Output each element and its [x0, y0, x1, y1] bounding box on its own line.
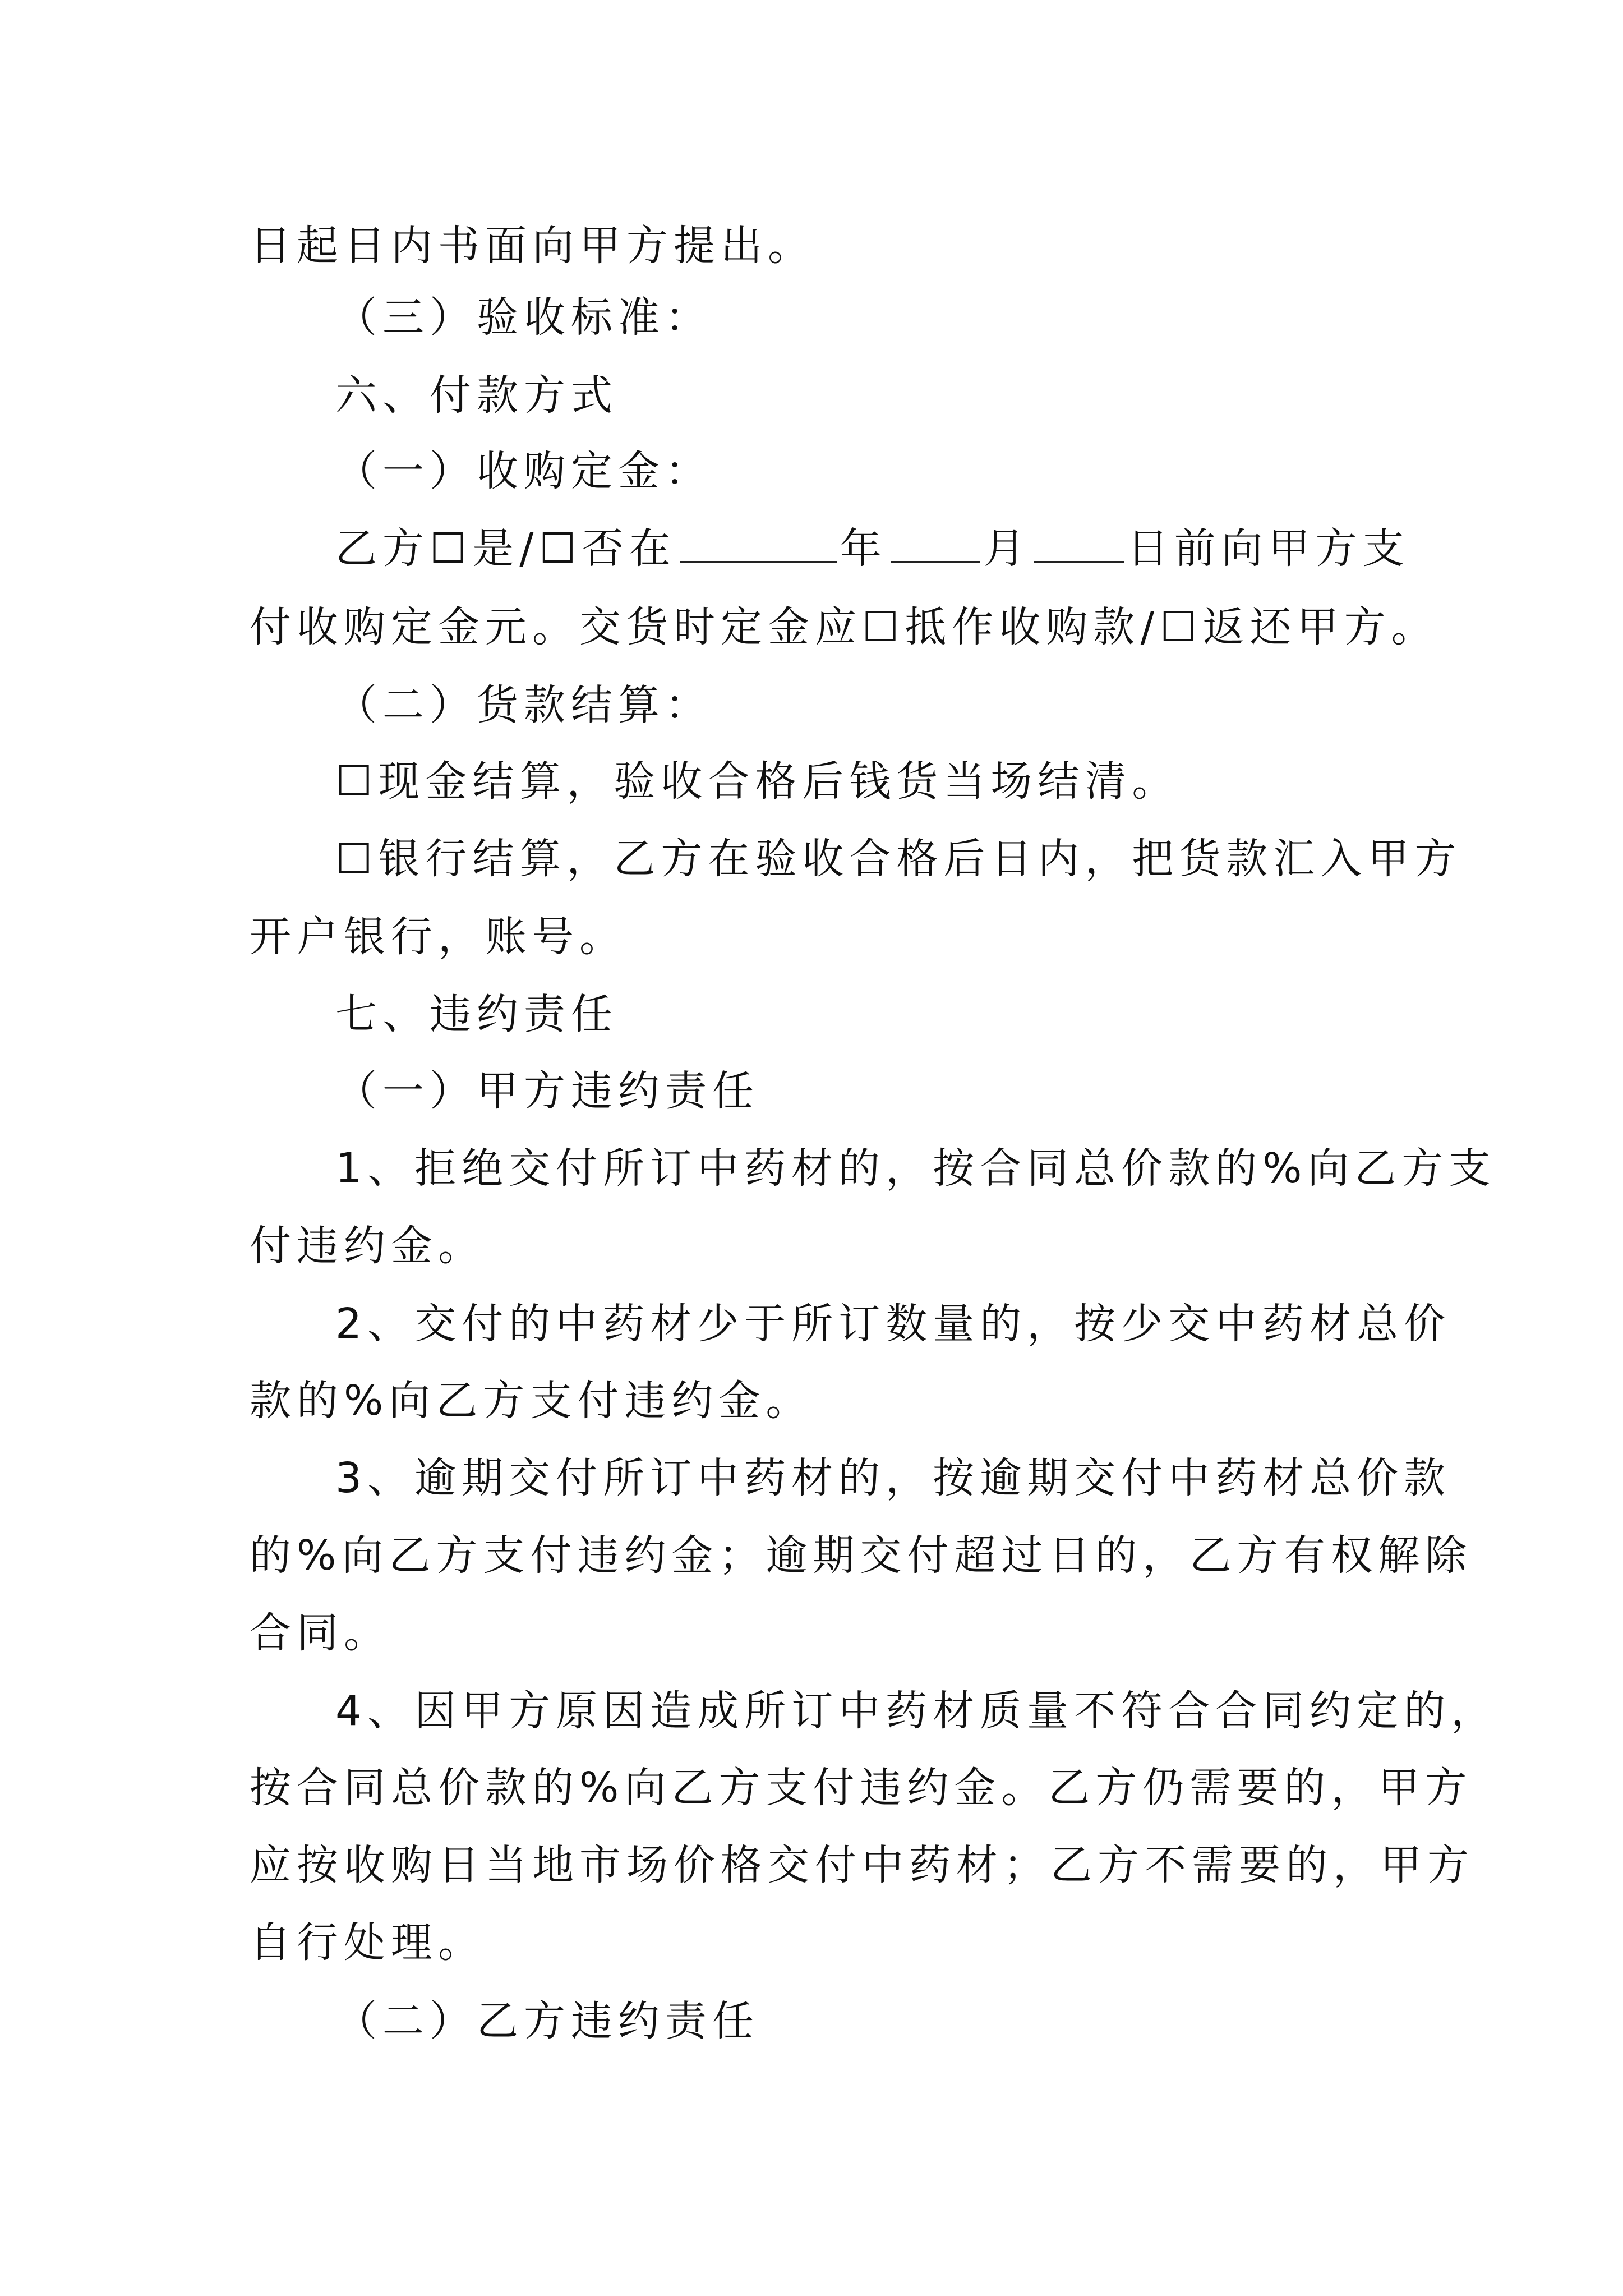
line-text: 乙方☐是/☐否在	[335, 524, 676, 573]
line-text: （二）货款结算：	[335, 681, 712, 729]
text-line	[0, 1522, 1623, 1589]
line-text: 应按收购日当地市场价格交付中药材；乙方不需要的，甲方	[250, 1841, 1474, 1889]
text-line	[0, 1677, 1623, 1745]
line-text: 月	[983, 524, 1031, 573]
day-blank	[1034, 518, 1124, 563]
text-line	[0, 212, 1623, 279]
text-line	[0, 1367, 1623, 1434]
line-text: 日前向甲方支	[1127, 524, 1410, 573]
text-line	[0, 515, 1623, 582]
text-line	[0, 1444, 1623, 1512]
text-line	[0, 593, 1623, 661]
line-text: 开户银行，账号。	[250, 913, 626, 961]
text-line	[0, 1290, 1623, 1358]
line-text: （一）收购定金：	[335, 447, 712, 495]
text-line	[0, 825, 1623, 892]
subsection-heading	[0, 438, 1623, 505]
text-line	[0, 903, 1623, 970]
line-text: （一）甲方违约责任	[335, 1067, 759, 1115]
section-heading	[0, 981, 1623, 1048]
text-line	[0, 1599, 1623, 1667]
line-text: 按合同总价款的%向乙方支付违约金。乙方仍需要的，甲方	[250, 1764, 1473, 1812]
line-text: 日起日内书面向甲方提出。	[250, 222, 815, 270]
line-text: 1、拒绝交付所订中药材的，按合同总价款的%向乙方支	[335, 1144, 1496, 1193]
subsection-heading	[0, 1987, 1623, 2055]
line-text: （二）乙方违约责任	[335, 1997, 759, 2045]
line-text: 2、交付的中药材少于所订数量的，按少交中药材总价	[335, 1300, 1451, 1348]
line-text: 3、逾期交付所订中药材的，按逾期交付中药材总价款	[335, 1454, 1451, 1502]
line-text: 年	[840, 524, 887, 573]
line-text: 合同。	[250, 1609, 391, 1657]
subsection-heading	[0, 671, 1623, 739]
line-text: 4、因甲方原因造成所订中药材质量不符合合同约定的，	[335, 1687, 1498, 1735]
line-text: 付收购定金元。交货时定金应☐抵作收购款/☐返还甲方。	[250, 603, 1438, 651]
line-text: ☐现金结算，验收合格后钱货当场结清。	[335, 757, 1179, 806]
line-text: ☐银行结算，乙方在验收合格后日内，把货款汇入甲方	[335, 835, 1462, 883]
subsection-heading	[0, 1057, 1623, 1125]
line-text: 款的%向乙方支付违约金。	[250, 1377, 813, 1425]
text-line	[0, 1754, 1623, 1821]
text-line	[0, 748, 1623, 815]
line-text: 的%向乙方支付违约金；逾期交付超过日的，乙方有权解除	[250, 1531, 1473, 1580]
line-text: 六、付款方式	[335, 371, 618, 420]
text-line	[0, 1832, 1623, 1899]
year-blank	[680, 518, 837, 563]
text-line	[0, 1909, 1623, 1976]
text-line	[0, 1212, 1623, 1280]
month-blank	[891, 518, 980, 563]
line-text: 付违约金。	[250, 1222, 485, 1270]
line-text: 七、违约责任	[335, 990, 618, 1038]
line-text: （三）验收标准：	[335, 293, 712, 342]
section-heading	[0, 362, 1623, 429]
line-text: 自行处理。	[250, 1918, 485, 1967]
text-line	[0, 1135, 1623, 1202]
subsection-heading	[0, 284, 1623, 351]
